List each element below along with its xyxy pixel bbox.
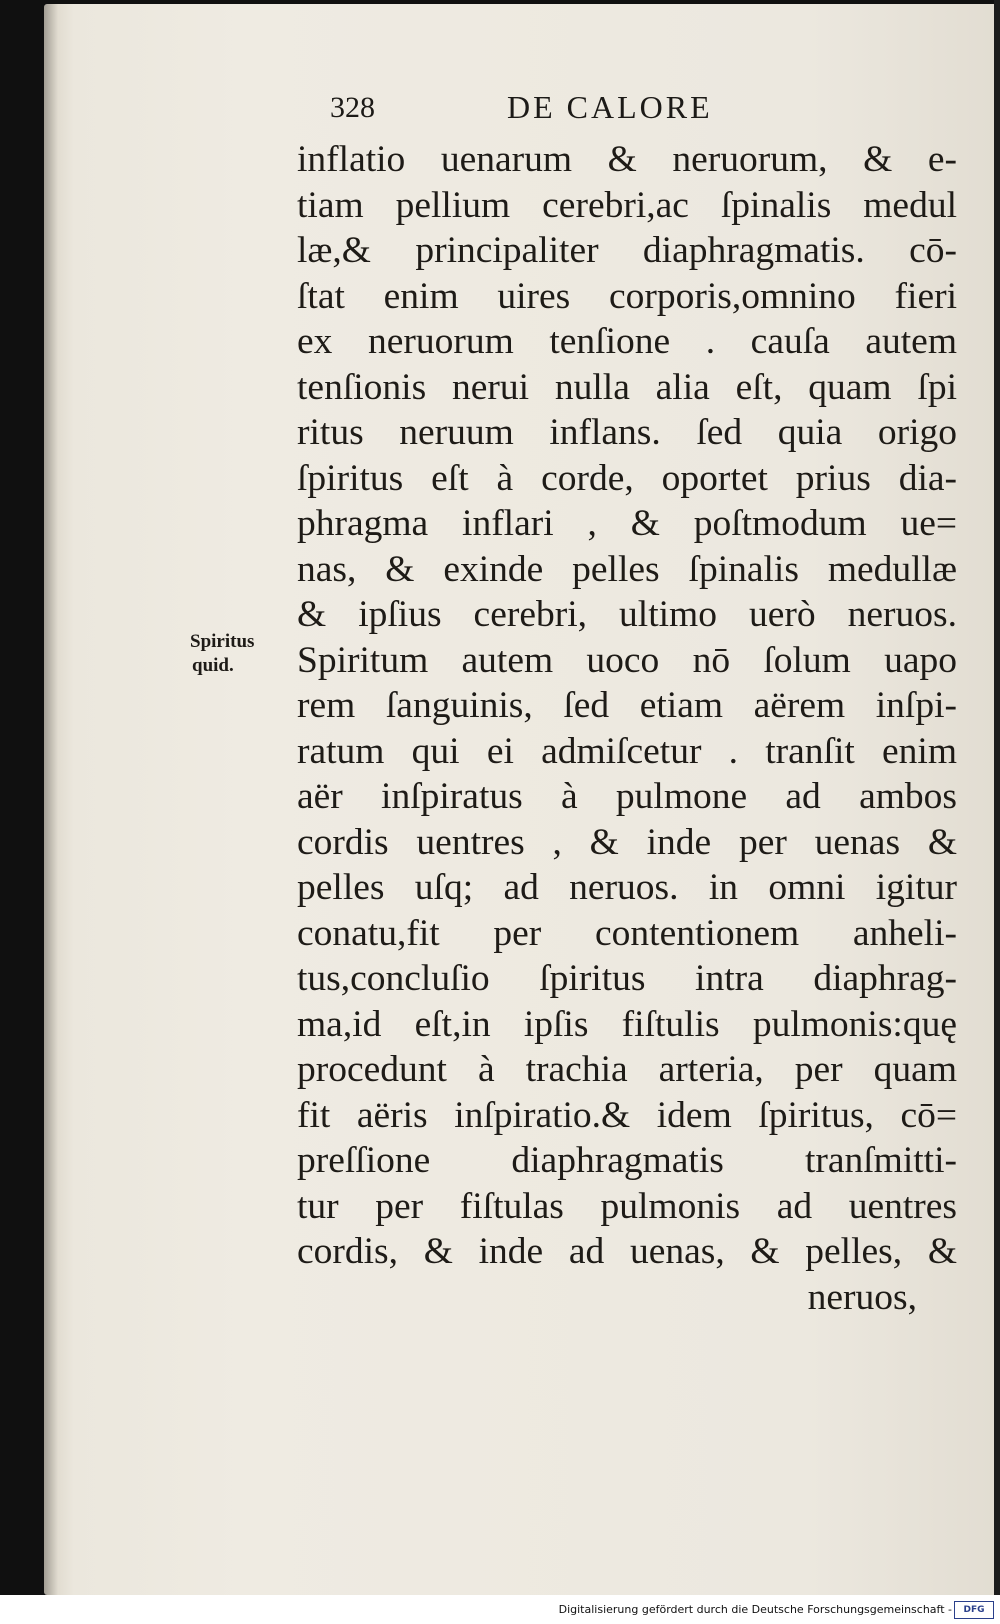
page-right-edge	[994, 0, 1000, 1595]
text-line: fit aëris inſpiratio.& idem ſpiritus, cō=	[297, 1094, 957, 1136]
text-line: conatu,fit per contentionem anheli-	[297, 912, 957, 954]
text-line: procedunt à trachia arteria, per quam	[297, 1049, 957, 1090]
text-line: nas, & exinde pelles ſpinalis medullæ	[297, 548, 957, 590]
text-line: ritus neruum inflans. ſed quia origo	[297, 412, 957, 453]
running-title: DE CALORE	[507, 89, 713, 125]
text-line: tenſionis nerui nulla alia eſt, quam ſpi	[297, 366, 957, 408]
text-line: Spiritum autem uoco nō ſolum uapo	[297, 639, 957, 681]
text-line: ratum qui ei admiſcetur . tranſit enim	[297, 730, 957, 772]
text-line: phragma inflari , & poſtmodum ue=	[297, 503, 957, 544]
text-line: ma,id eſt,in ipſis fiſtulis pulmonis:quę	[297, 1003, 957, 1045]
marginal-note	[190, 630, 290, 678]
page-gutter-shadow	[44, 4, 58, 1595]
text-line: cordis uentres , & inde per uenas &	[297, 821, 957, 863]
digitization-footer	[0, 1595, 1000, 1624]
text-line: rem ſanguinis, ſed etiam aërem inſpi-	[297, 685, 957, 726]
text-line: tus,concluſio ſpiritus intra diaphrag-	[297, 958, 957, 999]
text-line: pelles uſq; ad neruos. in omni igitur	[297, 867, 957, 908]
marginal-note-line: Spiritus	[190, 631, 255, 652]
text-line: ſpiritus eſt à corde, oportet prius dia-	[297, 457, 957, 499]
page-header	[330, 85, 750, 135]
text-line: cordis, & inde ad uenas, & pelles, &	[297, 1231, 957, 1272]
text-line: ex neruorum tenſione . cauſa autem	[297, 321, 957, 362]
text-line: preſſione diaphragmatis tranſmitti-	[297, 1140, 957, 1181]
text-line: inflatio uenarum & neruorum, & e-	[297, 139, 957, 180]
text-line: ſtat enim uires corporis,omnino fieri	[297, 275, 957, 317]
page-number: 328	[330, 91, 375, 124]
dfg-logo-icon: DFG	[954, 1601, 994, 1619]
funding-credit: Digitalisierung gefördert durch die Deutsche Forschungsgemeinschaft -	[558, 1603, 952, 1616]
text-line: tur per fiſtulas pulmonis ad uentres	[297, 1185, 957, 1227]
text-line: & ipſius cerebri, ultimo uerò neruos.	[297, 594, 957, 635]
text-line: aër inſpiratus à pulmone ad ambos	[297, 776, 957, 817]
text-line: læ,& principaliter diaphragmatis. cō-	[297, 230, 957, 271]
catchword: neruos,	[807, 1276, 917, 1318]
marginal-note-line: quid.	[192, 655, 234, 676]
body-text	[297, 137, 957, 1320]
text-line: tiam pellium cerebri,ac ſpinalis medul	[297, 184, 957, 226]
